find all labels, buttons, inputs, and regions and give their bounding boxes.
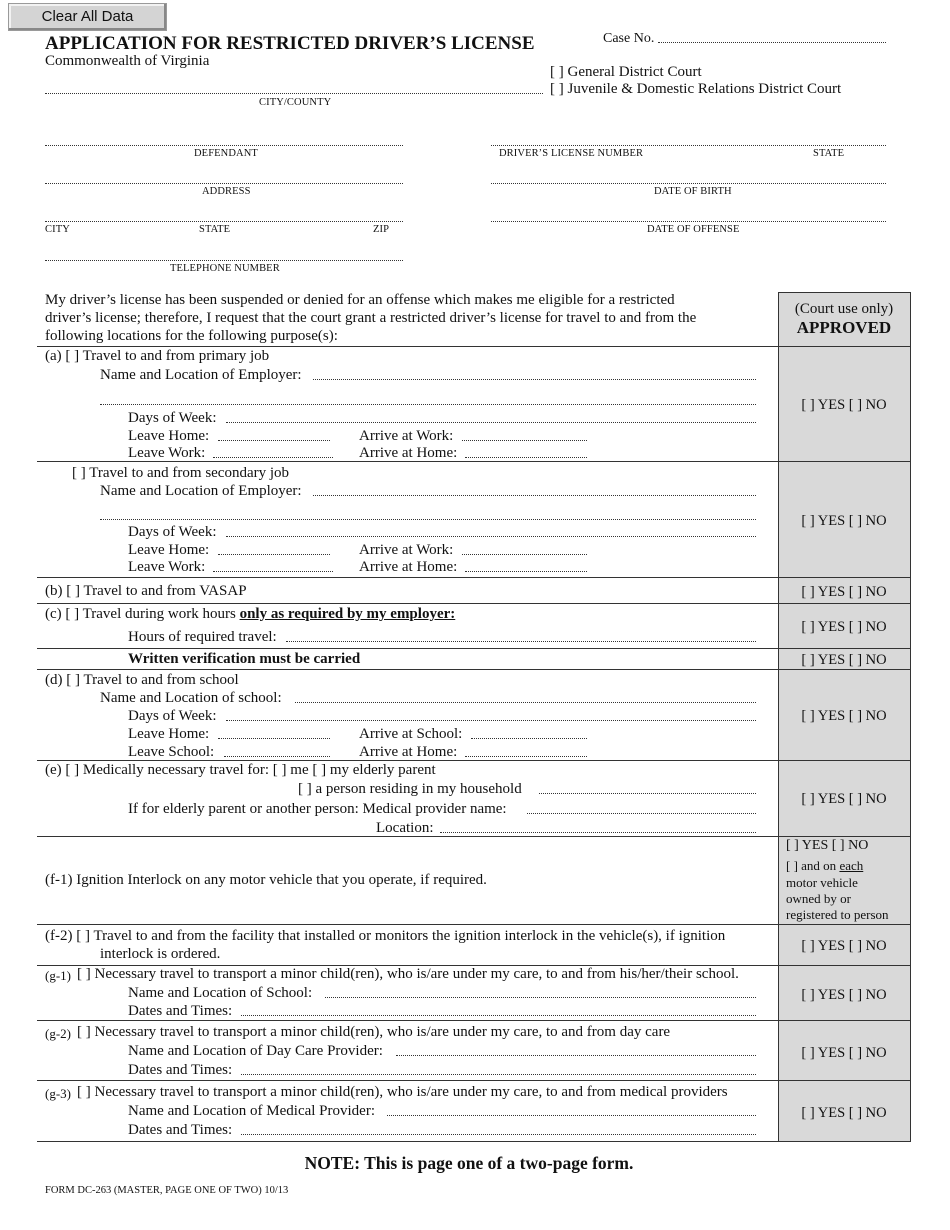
f2-facility-checkbox[interactable]: (f-2) [ ] Travel to and from the facility that installed or monitors the ignition interlock in the vehicle(s), if ignition: [45, 928, 726, 944]
form-subtitle: Commonwealth of Virginia: [45, 53, 210, 69]
city-caption: CITY: [45, 224, 70, 235]
a-secondary-job-checkbox[interactable]: [ ] Travel to and from secondary job: [72, 465, 290, 481]
d-leave-home-field[interactable]: [218, 738, 330, 739]
f2-line-2: interlock is ordered.: [100, 946, 221, 962]
a-primary-job-checkbox[interactable]: (a) [ ] Travel to and from primary job: [45, 348, 270, 364]
row-divider: [37, 603, 911, 604]
clear-all-data-button[interactable]: Clear All Data: [8, 3, 167, 31]
g2-dates-field[interactable]: [241, 1074, 756, 1075]
e-household-field[interactable]: [539, 793, 756, 794]
c-hours-field[interactable]: [286, 641, 756, 642]
defendant-caption: DEFENDANT: [194, 148, 258, 159]
d-school-field[interactable]: [295, 702, 756, 703]
g3-tag: (g-3): [45, 1086, 71, 1101]
f2-yes-no[interactable]: [ ] YES [ ] NO: [801, 938, 887, 954]
a-employer-field[interactable]: [313, 379, 756, 380]
defendant-field[interactable]: [45, 145, 403, 146]
a-arrive-work-label: Arrive at Work:: [359, 428, 454, 444]
state-caption: STATE: [199, 224, 231, 235]
telephone-field[interactable]: [45, 260, 403, 261]
e-location-label: Location:: [376, 820, 434, 836]
a2-leave-work-label: Leave Work:: [128, 559, 206, 575]
e-location-field[interactable]: [440, 832, 756, 833]
c-verification-yes-no[interactable]: [ ] YES [ ] NO: [801, 652, 887, 668]
g1-dates-label: Dates and Times:: [128, 1003, 233, 1019]
dob-caption: DATE OF BIRTH: [654, 186, 732, 197]
row-divider: [37, 1080, 911, 1081]
dl-number-field[interactable]: [491, 145, 886, 146]
page-note: NOTE: This is page one of a two-page form.: [304, 1153, 634, 1173]
g1-dates-field[interactable]: [241, 1015, 756, 1016]
d-school-label: Name and Location of school:: [100, 690, 282, 706]
a2-employer-field-2[interactable]: [100, 519, 756, 520]
d-arrive-home-label: Arrive at Home:: [359, 744, 458, 760]
a2-leave-work-field[interactable]: [213, 571, 333, 572]
g1-name-field[interactable]: [325, 997, 756, 998]
c-yes-no[interactable]: [ ] YES [ ] NO: [801, 619, 887, 635]
zip-caption: ZIP: [373, 224, 390, 235]
c-label: (c) [ ] Travel during work hours: [45, 606, 240, 622]
e-yes-no[interactable]: [ ] YES [ ] NO: [801, 791, 887, 807]
row-divider: [37, 1020, 911, 1021]
d-arrive-school-label: Arrive at School:: [359, 726, 463, 742]
a-leave-home-field[interactable]: [218, 440, 330, 441]
a2-arrive-work-label: Arrive at Work:: [359, 542, 454, 558]
d-arrive-home-field[interactable]: [465, 756, 587, 757]
a-leave-work-field[interactable]: [213, 457, 333, 458]
address-field[interactable]: [45, 183, 403, 184]
f1-yes-no[interactable]: [ ] YES [ ] NO: [786, 838, 869, 853]
f1-and-on: [ ] and on: [786, 858, 840, 873]
a2-employer-label: Name and Location of Employer:: [100, 483, 302, 499]
court-general-checkbox[interactable]: [ ] General District Court: [550, 64, 702, 80]
form-title: APPLICATION FOR RESTRICTED DRIVER’S LICENSE: [45, 33, 535, 54]
g3-yes-no[interactable]: [ ] YES [ ] NO: [801, 1105, 887, 1121]
case-no-label: Case No.: [603, 31, 655, 46]
g2-yes-no[interactable]: [ ] YES [ ] NO: [801, 1045, 887, 1061]
b-yes-no[interactable]: [ ] YES [ ] NO: [801, 584, 887, 600]
row-divider: [37, 836, 911, 837]
dob-field[interactable]: [491, 183, 886, 184]
e-provider-label: If for elderly parent or another person: Medical provider name:: [128, 801, 507, 817]
a-leave-work-label: Leave Work:: [128, 445, 206, 461]
g2-name-label: Name and Location of Day Care Provider:: [128, 1043, 383, 1059]
f1-each: each: [839, 858, 864, 873]
a-arrive-work-field[interactable]: [462, 440, 587, 441]
a-days-label: Days of Week:: [128, 410, 217, 426]
f1-court-line-4: owned by or: [786, 891, 851, 906]
intro-line-3: following locations for the following purpose(s):: [45, 328, 338, 344]
f1-court-line-5: registered to person: [786, 907, 889, 922]
a-arrive-home-field[interactable]: [465, 457, 587, 458]
g2-daycare-checkbox[interactable]: [ ] Necessary travel to transport a minor child(ren), who is/are under my care, to and from day care: [77, 1024, 671, 1040]
e-medical-checkbox[interactable]: (e) [ ] Medically necessary travel for: [ ] me [ ] my elderly parent: [45, 762, 436, 778]
approved-label: APPROVED: [796, 318, 892, 337]
court-header-top-border: [778, 292, 910, 293]
intro-line-1: My driver’s license has been suspended or denied for an offense which makes me eligible for a restricted: [45, 292, 675, 308]
city-county-caption: CITY/COUNTY: [259, 97, 332, 108]
a-days-field[interactable]: [226, 422, 756, 423]
e-provider-field[interactable]: [527, 813, 756, 814]
g1-name-label: Name and Location of School:: [128, 985, 313, 1001]
e-household-checkbox[interactable]: [ ] a person residing in my household: [298, 781, 522, 797]
table-right-border: [910, 292, 911, 1141]
b-vasap-checkbox[interactable]: (b) [ ] Travel to and from VASAP: [45, 583, 247, 599]
a-arrive-home-label: Arrive at Home:: [359, 445, 458, 461]
g3-dates-label: Dates and Times:: [128, 1122, 233, 1138]
g3-name-label: Name and Location of Medical Provider:: [128, 1103, 376, 1119]
c-hours-label: Hours of required travel:: [128, 629, 277, 645]
address-caption: ADDRESS: [202, 186, 251, 197]
a2-employer-field[interactable]: [313, 495, 756, 496]
c-verification-label: Written verification must be carried: [128, 651, 361, 667]
g2-name-field[interactable]: [396, 1055, 756, 1056]
a2-leave-home-label: Leave Home:: [128, 542, 210, 558]
intro-line-2: driver’s license; therefore, I request that the court grant a restricted driver’s license for travel to and from the: [45, 310, 697, 326]
d-leave-school-field[interactable]: [224, 756, 330, 757]
g3-medical-checkbox[interactable]: [ ] Necessary travel to transport a minor child(ren), who is/are under my care, to and from medical providers: [77, 1084, 728, 1100]
telephone-caption: TELEPHONE NUMBER: [170, 263, 280, 274]
d-leave-school-label: Leave School:: [128, 744, 215, 760]
g2-tag: (g-2): [45, 1026, 71, 1041]
row-divider: [37, 577, 911, 578]
a2-arrive-home-label: Arrive at Home:: [359, 559, 458, 575]
date-offense-caption: DATE OF OFFENSE: [647, 224, 740, 235]
a-yes-no[interactable]: [ ] YES [ ] NO: [801, 397, 887, 413]
row-divider: [37, 648, 911, 649]
a-employer-field-2[interactable]: [100, 404, 756, 405]
f1-court-line-3: motor vehicle: [786, 875, 858, 890]
dl-number-caption: DRIVER’S LICENSE NUMBER: [499, 148, 644, 159]
d-yes-no[interactable]: [ ] YES [ ] NO: [801, 708, 887, 724]
a2-leave-home-field[interactable]: [218, 554, 330, 555]
d-leave-home-label: Leave Home:: [128, 726, 210, 742]
g3-name-field[interactable]: [387, 1115, 756, 1116]
c-label-emphasis: only as required by my employer:: [239, 606, 456, 622]
date-offense-field[interactable]: [491, 221, 886, 222]
d-school-checkbox[interactable]: (d) [ ] Travel to and from school: [45, 672, 239, 688]
a2-days-field[interactable]: [226, 536, 756, 537]
d-days-label: Days of Week:: [128, 708, 217, 724]
a2-days-label: Days of Week:: [128, 524, 217, 540]
g2-dates-label: Dates and Times:: [128, 1062, 233, 1078]
f1-interlock-label: (f-1) Ignition Interlock on any motor vehicle that you operate, if required.: [45, 872, 487, 888]
city-county-field[interactable]: [45, 93, 543, 94]
case-no-field[interactable]: [658, 42, 886, 43]
row-divider: [37, 346, 911, 347]
g1-tag: (g-1): [45, 968, 71, 983]
f1-each-vehicle-checkbox[interactable]: [786, 858, 863, 874]
a2-arrive-work-field[interactable]: [462, 554, 587, 555]
d-arrive-school-field[interactable]: [471, 738, 587, 739]
row-divider: [37, 924, 911, 925]
a-employer-label: Name and Location of Employer:: [100, 367, 302, 383]
court-use-label: (Court use only): [794, 301, 894, 317]
dl-state-caption: STATE: [813, 148, 845, 159]
form-footer: FORM DC-263 (MASTER, PAGE ONE OF TWO) 10/13: [45, 1185, 289, 1196]
city-state-zip-field[interactable]: [45, 221, 403, 222]
a2-yes-no[interactable]: [ ] YES [ ] NO: [801, 513, 887, 529]
g1-school-checkbox[interactable]: [ ] Necessary travel to transport a minor child(ren), who is/are under my care, to and from his/her/their school.: [77, 966, 739, 982]
row-divider: [37, 1141, 911, 1142]
d-days-field[interactable]: [226, 720, 756, 721]
court-juvenile-checkbox[interactable]: [ ] Juvenile & Domestic Relations District Court: [550, 81, 842, 97]
g3-dates-field[interactable]: [241, 1134, 756, 1135]
row-divider: [37, 669, 911, 670]
a2-arrive-home-field[interactable]: [465, 571, 587, 572]
a-leave-home-label: Leave Home:: [128, 428, 210, 444]
c-work-hours-checkbox[interactable]: [45, 606, 455, 623]
g1-yes-no[interactable]: [ ] YES [ ] NO: [801, 987, 887, 1003]
